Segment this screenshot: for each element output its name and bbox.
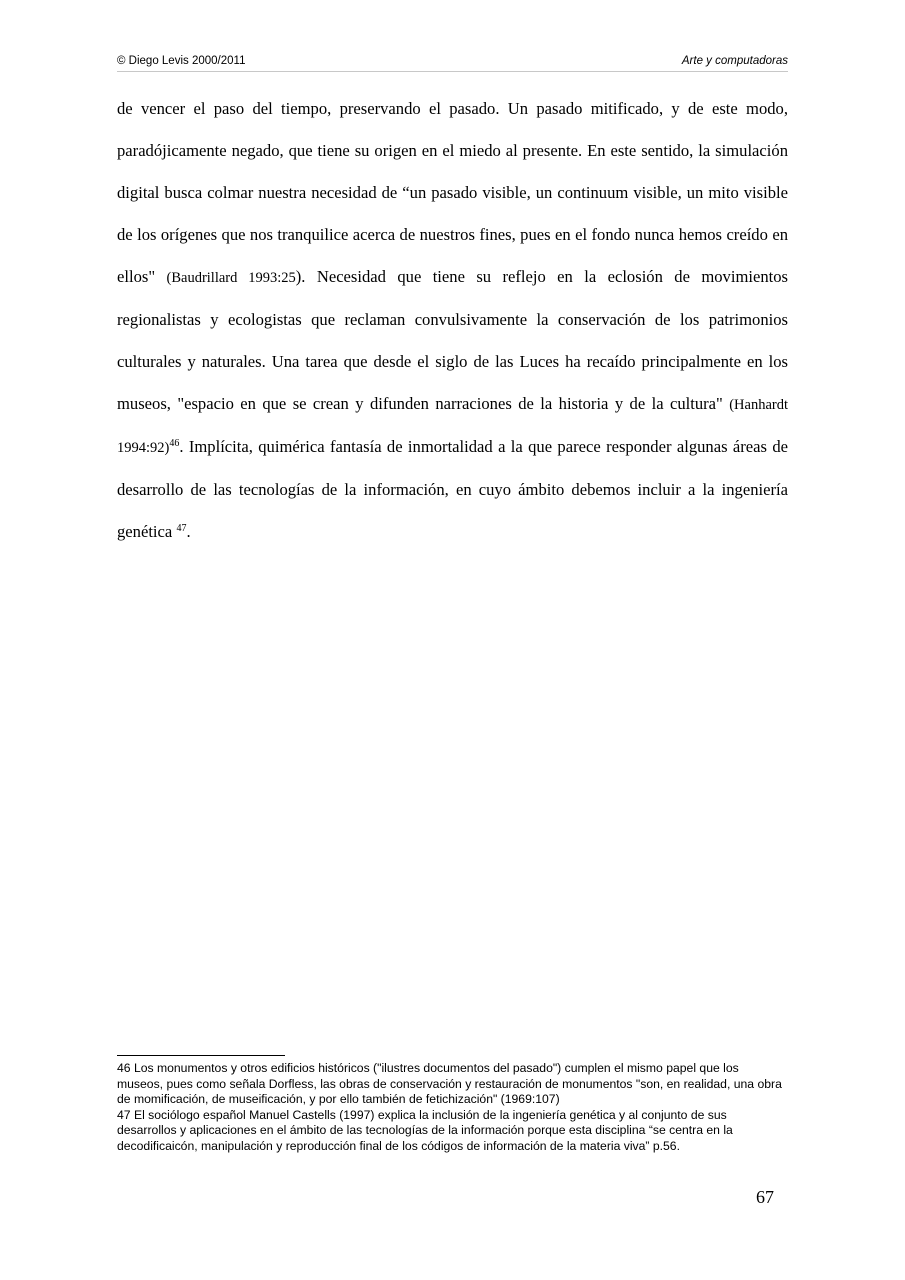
footnote-47: 47 El sociólogo español Manuel Castells (1997) explica la inclusión de la ingeniería genética y al conjunto de sus desarrollos y aplicaciones en el ámbito de las tecnologías de la información porque esta disciplina “se centra en la decodificaicón, manipulación y reproducción final de los códigos de información de la materia viva” p.56. [117,1107,733,1153]
page-number: 67 [756,1187,774,1207]
page-header [117,52,788,72]
body-text-part: ). Necesidad que tiene su reflejo en la eclosión de movimientos regionalistas y ecologistas que reclaman convulsivamente la conservación de los patrimonios culturales y naturales. Una tarea que desde el siglo de las Luces ha recaído principalmente en los museos, "espacio en que se crean y difunden narraciones de la historia y de la cultura" [117,267,788,413]
body-text-part: . [186,522,191,541]
body-text-part: . Implícita, quimérica fantasía de inmortalidad a la que parece responder algunas áreas de desarrollo de las tecnologías de la información, en cuyo ámbito debemos incluir a la ingeniería genética [117,437,788,541]
footnotes [117,1061,788,1155]
footnote-ref-46[interactable]: 46 [169,438,180,449]
header-author: © Diego Levis 2000/2011 [117,55,246,67]
header-title: Arte y computadoras [681,55,788,67]
citation-hanhardt: (Hanhardt 1994:92) [117,397,788,456]
body-text-part: de vencer el paso del tiempo, preservando el pasado. Un pasado mitificado, y de este modo, paradójicamente negado, que tiene su origen en el miedo al presente. En este sentido, la simulación digital busca colmar nuestra necesidad de “un pasado visible, un continuum visible, un mito visible de los orígenes que nos tranquilice acerca de nuestros fines, pues en el fondo nunca hemos creído en ellos" [117,99,788,286]
footnote-46: 46 Los monumentos y otros edificios históricos ("ilustres documentos del pasado") cumplen el mismo papel que los museos, pues como señala Dorfless, las obras de conservación y restauración de monumentos "son, en realidad, una obra de momificación, de museificación, y por ello también de fetichización" (1969:107) [117,1061,782,1107]
body-paragraph [117,88,788,553]
footnote-ref-47[interactable]: 47 [176,523,187,534]
citation-baudrillard: (Baudrillard 1993:25 [166,270,296,286]
footnote-separator [117,1055,285,1056]
